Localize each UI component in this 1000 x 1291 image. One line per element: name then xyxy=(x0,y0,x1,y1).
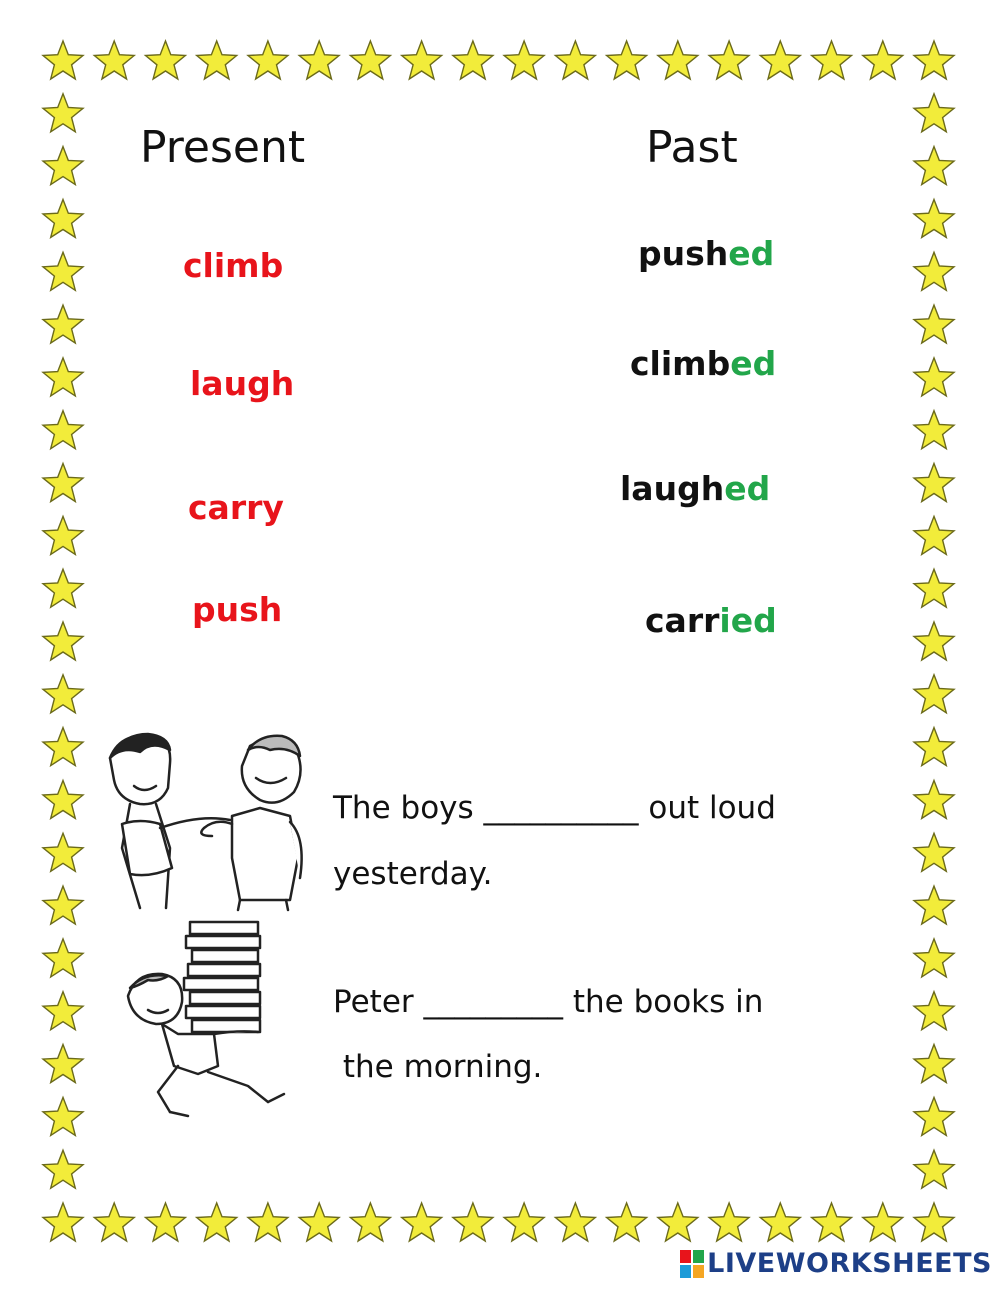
star-icon xyxy=(43,992,83,1030)
star-icon xyxy=(504,1203,544,1241)
star-icon xyxy=(914,728,954,766)
present-word-laugh: laugh xyxy=(190,364,295,403)
liveworksheets-logo xyxy=(680,1248,992,1279)
star-icon xyxy=(914,1045,954,1083)
star-icon xyxy=(43,411,83,449)
star-icon xyxy=(607,41,647,79)
star-icon xyxy=(248,1203,288,1241)
star-icon xyxy=(812,1203,852,1241)
star-icon xyxy=(914,833,954,871)
star-icon xyxy=(43,939,83,977)
star-icon xyxy=(914,147,954,185)
sentence-1-line-2: yesterday. xyxy=(333,856,493,892)
star-icon xyxy=(402,1203,442,1241)
star-icon xyxy=(350,1203,390,1241)
star-icon xyxy=(658,41,698,79)
star-icon xyxy=(43,358,83,396)
sentence-2-line-1: Peter _________ the books in xyxy=(333,984,764,1020)
star-icon xyxy=(914,200,954,238)
star-icon xyxy=(914,1203,954,1241)
star-icon xyxy=(43,41,83,79)
heading-past: Past xyxy=(646,122,738,173)
star-icon xyxy=(43,464,83,502)
star-icon xyxy=(299,41,339,79)
logo-text: LIVEWORKSHEETS xyxy=(707,1248,992,1279)
laughing-boys-icon xyxy=(100,728,320,913)
star-icon xyxy=(43,886,83,924)
star-icon xyxy=(43,516,83,554)
star-icon xyxy=(914,305,954,343)
live-badge-icon xyxy=(680,1250,704,1278)
star-icon xyxy=(914,781,954,819)
star-icon xyxy=(197,1203,237,1241)
star-icon xyxy=(43,1045,83,1083)
star-icon xyxy=(453,41,493,79)
star-icon xyxy=(43,1150,83,1188)
star-icon xyxy=(914,886,954,924)
star-icon xyxy=(43,728,83,766)
heading-present: Present xyxy=(140,122,306,173)
star-icon xyxy=(607,1203,647,1241)
star-icon xyxy=(555,41,595,79)
past-word-stem: laugh xyxy=(620,469,725,508)
star-icon xyxy=(914,252,954,290)
star-icon xyxy=(43,569,83,607)
star-icon xyxy=(299,1203,339,1241)
star-icon xyxy=(914,569,954,607)
star-icon xyxy=(43,252,83,290)
star-icon xyxy=(43,622,83,660)
star-icon xyxy=(146,41,186,79)
star-icon xyxy=(43,1203,83,1241)
star-icon xyxy=(914,94,954,132)
star-icon xyxy=(248,41,288,79)
past-word-suffix: ed xyxy=(728,234,775,273)
present-word-climb: climb xyxy=(183,246,284,285)
star-icon xyxy=(914,939,954,977)
star-icon xyxy=(43,833,83,871)
star-icon xyxy=(863,41,903,79)
star-icon xyxy=(504,41,544,79)
sentence-1-line-1: The boys __________ out loud xyxy=(333,790,776,826)
star-icon xyxy=(146,1203,186,1241)
star-icon xyxy=(914,411,954,449)
star-icon xyxy=(197,41,237,79)
past-word-suffix: ed xyxy=(730,344,777,383)
star-icon xyxy=(43,305,83,343)
past-word-climbed xyxy=(630,344,776,383)
past-word-suffix: ied xyxy=(719,601,777,640)
past-word-stem: push xyxy=(638,234,729,273)
star-icon xyxy=(914,358,954,396)
star-icon xyxy=(709,1203,749,1241)
sentence-2-line-2: the morning. xyxy=(333,1049,543,1085)
star-icon xyxy=(914,1150,954,1188)
star-icon xyxy=(914,1097,954,1135)
star-icon xyxy=(43,94,83,132)
past-word-laughed xyxy=(620,469,770,508)
past-word-carried xyxy=(645,601,777,640)
present-word-push: push xyxy=(192,590,283,629)
star-icon xyxy=(914,992,954,1030)
past-word-stem: climb xyxy=(630,344,731,383)
star-icon xyxy=(43,147,83,185)
star-icon xyxy=(43,781,83,819)
star-icon xyxy=(760,1203,800,1241)
star-icon xyxy=(760,41,800,79)
star-icon xyxy=(555,1203,595,1241)
past-word-stem: carr xyxy=(645,601,720,640)
star-icon xyxy=(914,622,954,660)
star-icon xyxy=(914,675,954,713)
star-icon xyxy=(812,41,852,79)
star-icon xyxy=(402,41,442,79)
star-icon xyxy=(350,41,390,79)
star-icon xyxy=(43,675,83,713)
star-icon xyxy=(43,1097,83,1135)
past-word-suffix: ed xyxy=(724,469,771,508)
star-icon xyxy=(914,464,954,502)
present-word-carry: carry xyxy=(188,488,284,527)
star-icon xyxy=(914,41,954,79)
star-icon xyxy=(914,516,954,554)
star-icon xyxy=(453,1203,493,1241)
past-word-pushed xyxy=(638,234,774,273)
star-icon xyxy=(863,1203,903,1241)
star-icon xyxy=(709,41,749,79)
star-icon xyxy=(43,200,83,238)
star-icon xyxy=(94,1203,134,1241)
star-icon xyxy=(658,1203,698,1241)
star-icon xyxy=(94,41,134,79)
boy-carrying-books-icon xyxy=(118,916,303,1126)
